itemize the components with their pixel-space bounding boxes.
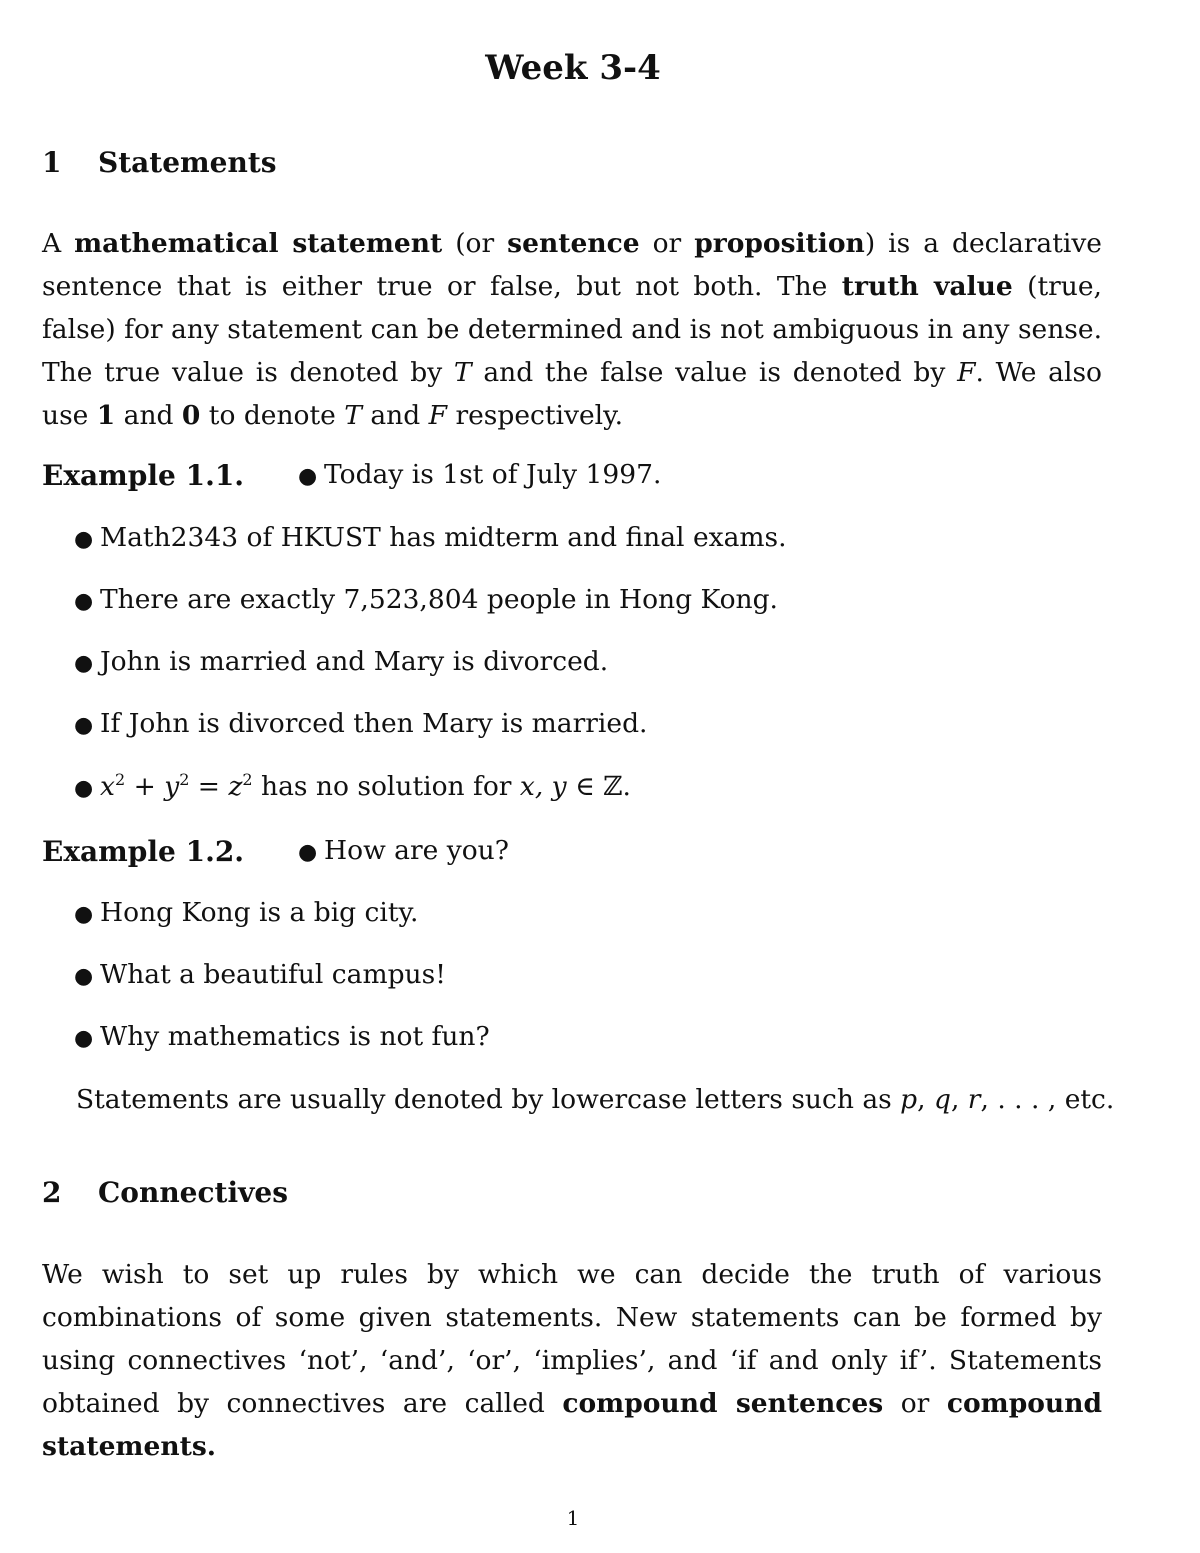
list-item: ● What a beautiful campus!: [74, 959, 446, 990]
term-compound-statements: compound statements.: [42, 1388, 1102, 1462]
list-item: ● Why mathematics is not fun?: [74, 1021, 490, 1052]
list-item: ● There are exactly 7,523,804 people in Hong Kong.: [74, 584, 778, 615]
list-item: ● Math2343 of HKUST has midterm and final exams.: [74, 522, 787, 553]
bullet-icon: ●: [74, 776, 94, 801]
example-1-1-label: Example 1.1.: [42, 459, 245, 492]
bullet-icon: ●: [74, 651, 94, 676]
term-sentence: sentence: [507, 228, 640, 259]
bullet-icon: ●: [298, 464, 318, 489]
term-mathematical-statement: mathematical statement: [74, 228, 443, 259]
list-item: ● How are you?: [298, 835, 509, 866]
section-2-heading: [42, 1176, 288, 1209]
bullet-icon: ●: [74, 589, 94, 614]
document-title: Week 3-4: [485, 48, 661, 88]
connectives-paragraph: We wish to set up rules by which we can decide the truth of various combinations of some given statements. New statements can be formed by using connectives ‘not’, ‘and’, ‘or’, ‘implies’, and ‘if and only if’. Statements obtained by connectives are called compound sentences or compound statements.: [42, 1259, 1102, 1462]
bullet-icon: ●: [298, 840, 318, 865]
list-item-equation: ● $x^2 + y^2 = z^2$ has no solution for x, y ∈ ℤ.: [74, 770, 631, 802]
bullet-icon: ●: [74, 1026, 94, 1051]
bullet-icon: ●: [74, 527, 94, 552]
section-2-number: 2: [42, 1176, 62, 1209]
statement-definition-paragraph: A mathematical statement (or sentence or proposition) is a declarative sentence that is either true or false, but not both. The truth value (true, false) for any statement can be determined and is not ambiguous in any sense. The true value is denoted by T and the false value is denoted by F. We also use 1 and 0 to denote T and F respectively.: [42, 228, 1102, 431]
notation-paragraph: Statements are usually denoted by lowercase letters such as p, q, r, . . . , etc.: [76, 1084, 1115, 1115]
term-compound-sentences: compound sentences: [562, 1388, 884, 1419]
bullet-icon: ●: [74, 902, 94, 927]
bullet-icon: ●: [74, 964, 94, 989]
section-1-number: 1: [42, 146, 62, 179]
list-item: ● John is married and Mary is divorced.: [74, 646, 609, 677]
section-2-title: Connectives: [98, 1176, 288, 1209]
list-item: ● If John is divorced then Mary is married.: [74, 708, 648, 739]
bullet-icon: ●: [74, 713, 94, 738]
section-1-heading: [42, 146, 277, 179]
section-1-title: Statements: [98, 146, 277, 179]
page-number: 1: [566, 1506, 580, 1530]
term-proposition: proposition: [694, 228, 865, 259]
list-item: ● Hong Kong is a big city.: [74, 897, 419, 928]
list-item: ● Today is 1st of July 1997.: [298, 459, 662, 490]
term-truth-value: truth value: [841, 271, 1013, 302]
example-1-2-label: Example 1.2.: [42, 835, 245, 868]
